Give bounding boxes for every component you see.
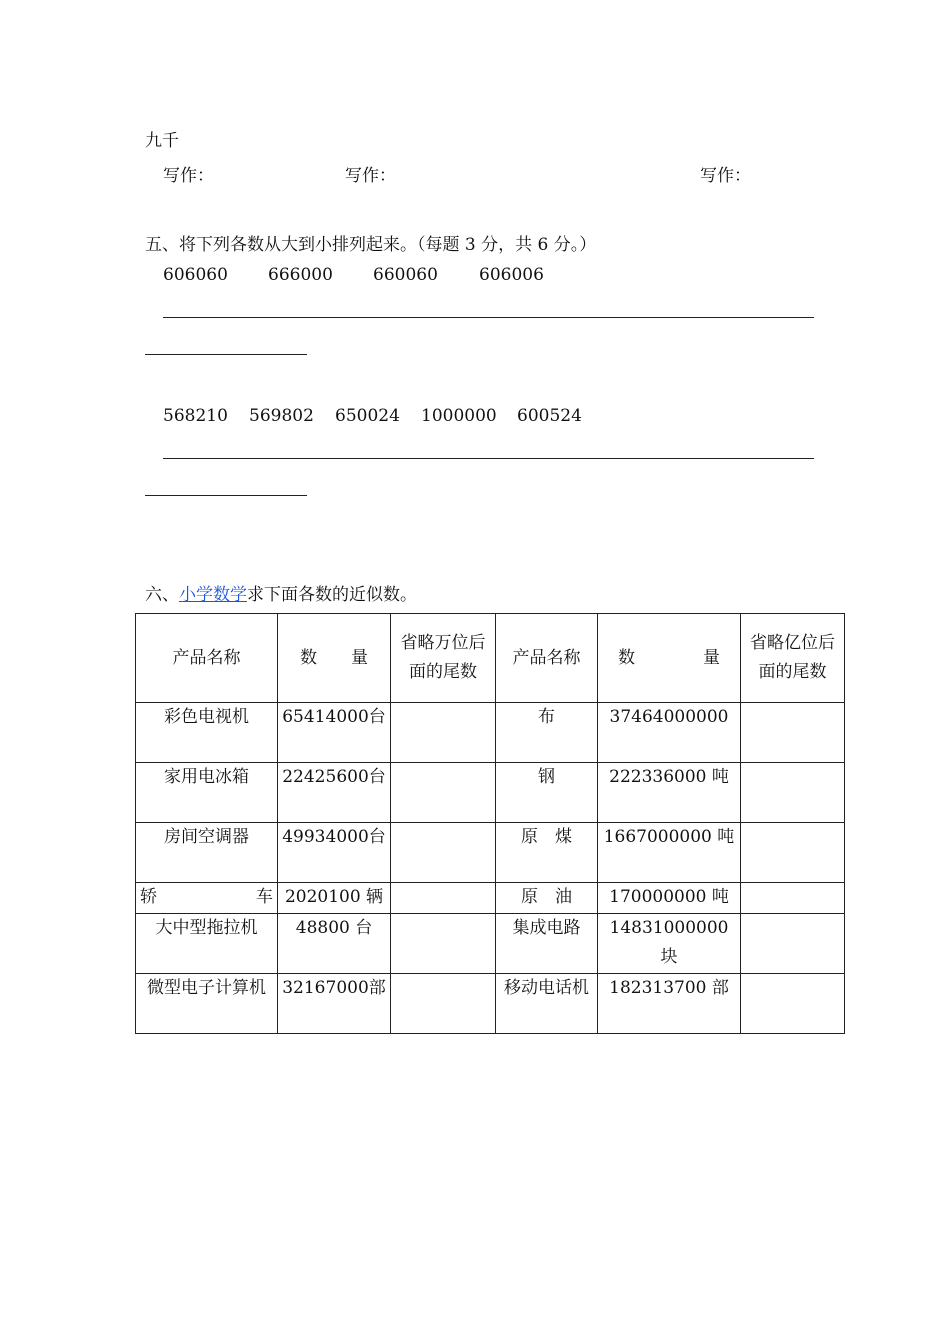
answer-cell[interactable] — [391, 883, 496, 914]
answer-line — [163, 317, 814, 318]
approximation-table — [135, 613, 845, 1034]
answer-cell[interactable] — [391, 763, 496, 823]
product-name-cell: 原 煤 — [496, 823, 598, 883]
answer-cell[interactable] — [741, 883, 845, 914]
answer-line — [163, 458, 814, 459]
quantity-cell: 65414000台 — [278, 703, 391, 763]
answer-cell[interactable] — [741, 763, 845, 823]
table-row — [136, 703, 845, 763]
quantity-cell: 22425600台 — [278, 763, 391, 823]
math-link[interactable]: 小学数学 — [179, 585, 247, 605]
header-cell: 数 量 — [598, 614, 741, 703]
table-row — [136, 974, 845, 1034]
number-item: 606006 — [479, 265, 544, 285]
product-name-cell: 钢 — [496, 763, 598, 823]
quantity-cell: 1667000000 吨 — [598, 823, 741, 883]
section5-heading: 五、将下列各数从大到小排列起来。（每题 3 分，共 6 分。） — [145, 235, 597, 255]
product-name-cell: 集成电路 — [496, 914, 598, 974]
header-cell: 省略亿位后面的尾数 — [741, 614, 845, 703]
table-row — [136, 823, 845, 883]
answer-cell[interactable] — [741, 914, 845, 974]
section6-prefix: 六、 — [145, 585, 179, 605]
table-row — [136, 883, 845, 914]
answer-cell[interactable] — [741, 823, 845, 883]
product-name-cell: 家用电冰箱 — [136, 763, 278, 823]
product-name-cell: 大中型拖拉机 — [136, 914, 278, 974]
header-cell: 产品名称 — [496, 614, 598, 703]
write-label-1: 写作： — [163, 166, 214, 186]
product-name-cell: 房间空调器 — [136, 823, 278, 883]
answer-cell[interactable] — [741, 703, 845, 763]
product-name-cell: 布 — [496, 703, 598, 763]
quantity-cell: 170000000 吨 — [598, 883, 741, 914]
answer-line — [145, 495, 307, 496]
number-item: 666000 — [268, 265, 333, 285]
answer-cell[interactable] — [741, 974, 845, 1034]
table-row — [136, 763, 845, 823]
write-label-2: 写作： — [345, 166, 396, 186]
quantity-cell: 37464000000 — [598, 703, 741, 763]
number-item: 1000000 — [421, 406, 497, 426]
answer-cell[interactable] — [391, 914, 496, 974]
number-item: 569802 — [249, 406, 314, 426]
number-item: 568210 — [163, 406, 228, 426]
quantity-cell: 14831000000块 — [598, 914, 741, 974]
header-cell: 产品名称 — [136, 614, 278, 703]
quantity-cell: 222336000 吨 — [598, 763, 741, 823]
quantity-cell: 2020100 辆 — [278, 883, 391, 914]
header-cell: 数 量 — [278, 614, 391, 703]
quantity-cell: 182313700 部 — [598, 974, 741, 1034]
product-name-cell: 移动电话机 — [496, 974, 598, 1034]
number-item: 650024 — [335, 406, 400, 426]
number-item: 660060 — [373, 265, 438, 285]
answer-line — [145, 354, 307, 355]
answer-cell[interactable] — [391, 823, 496, 883]
quantity-cell: 32167000部 — [278, 974, 391, 1034]
number-item: 600524 — [517, 406, 582, 426]
header-cell: 省略万位后面的尾数 — [391, 614, 496, 703]
answer-cell[interactable] — [391, 703, 496, 763]
product-name-cell: 彩色电视机 — [136, 703, 278, 763]
number-label: 九千 — [145, 131, 179, 151]
product-name-cell: 原 油 — [496, 883, 598, 914]
section6-heading — [145, 580, 417, 605]
product-name-cell: 微型电子计算机 — [136, 974, 278, 1034]
answer-cell[interactable] — [391, 974, 496, 1034]
quantity-cell: 49934000台 — [278, 823, 391, 883]
write-label-3: 写作： — [700, 166, 751, 186]
product-name-cell: 轿 车 — [136, 883, 278, 914]
table-row — [136, 914, 845, 974]
number-item: 606060 — [163, 265, 228, 285]
section6-suffix: 求下面各数的近似数。 — [247, 585, 417, 605]
table-header-row — [136, 614, 845, 703]
quantity-cell: 48800 台 — [278, 914, 391, 974]
